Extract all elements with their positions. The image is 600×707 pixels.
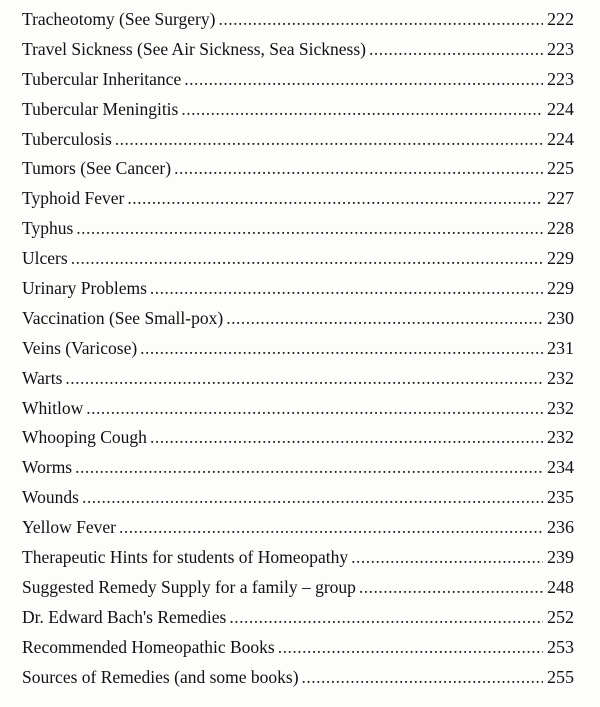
toc-entry	[22, 158, 574, 188]
toc-entry	[22, 39, 574, 69]
toc-entry-title: Travel Sickness (See Air Sickness, Sea Sickness)	[22, 38, 366, 59]
toc-entry-page-number: 232	[547, 397, 574, 418]
toc-entry	[22, 69, 574, 99]
toc-entry-page-number: 224	[547, 98, 574, 119]
toc-entry-page-number: 223	[547, 68, 574, 89]
dot-leader	[226, 308, 543, 329]
toc-entry	[22, 9, 574, 39]
dot-leader	[119, 517, 543, 538]
toc-entry-title: Dr. Edward Bach's Remedies	[22, 606, 227, 627]
toc-entry-page-number: 227	[547, 188, 574, 209]
dot-leader	[71, 248, 543, 269]
toc-entry-title: Yellow Fever	[22, 517, 116, 538]
toc-entry-title: Tubercular Inheritance	[22, 68, 182, 89]
dot-leader	[351, 547, 543, 568]
dot-leader	[174, 158, 543, 179]
dot-leader	[359, 577, 543, 598]
toc-entry	[22, 637, 574, 667]
toc-entry-title: Typhoid Fever	[22, 188, 125, 209]
toc-entry	[22, 129, 574, 159]
toc-entry-title: Vaccination (See Small-pox)	[22, 307, 224, 328]
toc-entry-page-number: 239	[547, 547, 574, 568]
dot-leader	[369, 39, 543, 60]
toc-entry-page-number: 229	[547, 278, 574, 299]
toc-entry	[22, 398, 574, 428]
toc-entry-page-number: 253	[547, 636, 574, 657]
toc-entry-page-number: 225	[547, 158, 574, 179]
toc-entry	[22, 248, 574, 278]
dot-leader	[181, 99, 543, 120]
toc-entry-page-number: 248	[547, 576, 574, 597]
toc-entry-page-number: 255	[547, 666, 574, 687]
toc-entry	[22, 577, 574, 607]
toc-entry-title: Tuberculosis	[22, 128, 112, 149]
toc-entry-page-number: 223	[547, 38, 574, 59]
toc-entry-title: Whitlow	[22, 397, 84, 418]
toc-list	[22, 9, 574, 696]
toc-entry-title: Tumors (See Cancer)	[22, 158, 172, 179]
toc-entry-page-number: 224	[547, 128, 574, 149]
toc-entry-page-number: 252	[547, 606, 574, 627]
toc-entry-title: Ulcers	[22, 248, 68, 269]
dot-leader	[278, 637, 543, 658]
toc-entry-page-number: 229	[547, 248, 574, 269]
dot-leader	[86, 398, 543, 419]
toc-entry-page-number: 235	[547, 487, 574, 508]
dot-leader	[218, 9, 543, 30]
dot-leader	[82, 487, 543, 508]
toc-entry-page-number: 234	[547, 457, 574, 478]
dot-leader	[150, 427, 543, 448]
toc-entry-title: Sources of Remedies (and some books)	[22, 666, 299, 687]
dot-leader	[150, 278, 543, 299]
toc-entry-page-number: 236	[547, 517, 574, 538]
dot-leader	[184, 69, 543, 90]
toc-entry-page-number: 232	[547, 427, 574, 448]
toc-entry	[22, 278, 574, 308]
toc-entry-title: Veins (Varicose)	[22, 337, 138, 358]
dot-leader	[140, 338, 543, 359]
toc-entry	[22, 457, 574, 487]
toc-entry-title: Therapeutic Hints for students of Homeopathy	[22, 547, 349, 568]
toc-entry	[22, 99, 574, 129]
toc-entry-page-number: 222	[547, 9, 574, 29]
dot-leader	[302, 667, 543, 688]
toc-entry-title: Tracheotomy (See Surgery)	[22, 9, 216, 29]
toc-entry	[22, 188, 574, 218]
table-of-contents	[22, 9, 574, 696]
dot-leader	[65, 368, 543, 389]
toc-entry	[22, 547, 574, 577]
dot-leader	[76, 218, 543, 239]
dot-leader	[75, 457, 543, 478]
toc-entry	[22, 427, 574, 457]
toc-entry-title: Wounds	[22, 487, 79, 508]
toc-entry-title: Whooping Cough	[22, 427, 147, 448]
toc-entry-title: Warts	[22, 367, 63, 388]
toc-entry	[22, 338, 574, 368]
toc-entry	[22, 667, 574, 697]
toc-entry	[22, 368, 574, 398]
dot-leader	[115, 129, 543, 150]
toc-entry	[22, 218, 574, 248]
dot-leader	[127, 188, 543, 209]
toc-entry-title: Typhus	[22, 218, 74, 239]
toc-entry-title: Urinary Problems	[22, 278, 147, 299]
toc-entry	[22, 487, 574, 517]
toc-entry	[22, 308, 574, 338]
toc-entry-title: Recommended Homeopathic Books	[22, 636, 275, 657]
toc-entry-page-number: 232	[547, 367, 574, 388]
toc-entry-page-number: 228	[547, 218, 574, 239]
toc-entry-title: Worms	[22, 457, 73, 478]
toc-entry-page-number: 231	[547, 337, 574, 358]
toc-entry	[22, 517, 574, 547]
dot-leader	[229, 607, 543, 628]
toc-entry-page-number: 230	[547, 307, 574, 328]
toc-entry-title: Tubercular Meningitis	[22, 98, 179, 119]
toc-entry	[22, 607, 574, 637]
toc-entry-title: Suggested Remedy Supply for a family – group	[22, 576, 356, 597]
